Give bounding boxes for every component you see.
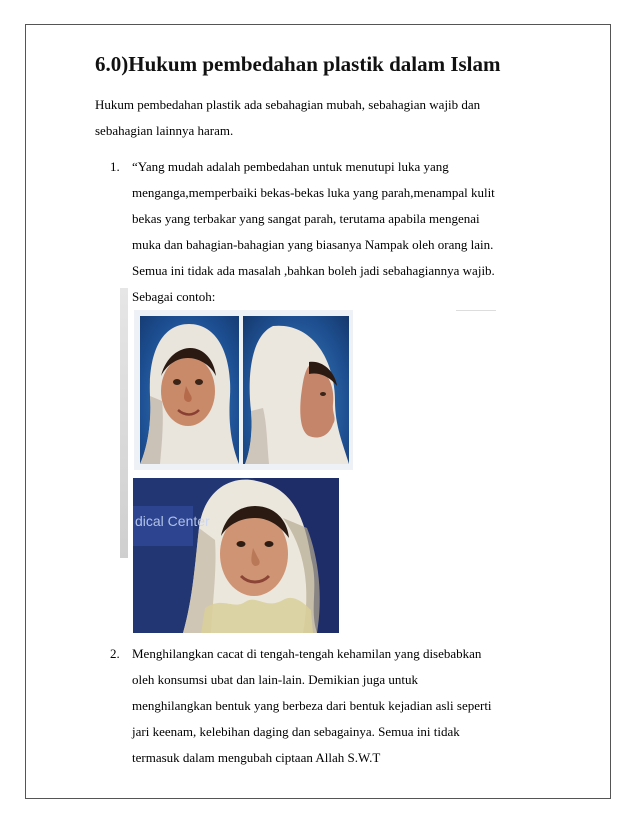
intro-paragraph <box>95 92 545 144</box>
after-photo <box>133 478 339 633</box>
intro-line: sebahagian lainnya haram. <box>95 123 234 138</box>
list-line: oleh konsumsi ubat dan lain-lain. Demikian juga untuk <box>132 672 418 687</box>
list-line: termasuk dalam mengubah ciptaan Allah S.W.T <box>132 750 381 765</box>
list-line: menganga,memperbaiki bekas-bekas luka yang parah,menampal kulit <box>132 185 495 200</box>
list-line: bekas yang terbakar yang sangat parah, terutama apabila mengenai <box>132 211 480 226</box>
list-line: menghilangkan bentuk yang berbeza dari bentuk kejadian asli seperti <box>132 698 492 713</box>
list-line: jari keenam, kelebihan daging dan sebagainya. Semua ini tidak <box>132 724 460 739</box>
list-line: Semua ini tidak ada masalah ,bahkan boleh jadi sebahagiannya wajib. <box>132 263 495 278</box>
banner-text: dical Center <box>135 513 210 529</box>
before-photo-profile <box>243 316 349 464</box>
list-number: 1. <box>110 159 120 174</box>
list-line: “Yang mudah adalah pembedahan untuk menutupi luka yang <box>132 159 449 174</box>
page-title: 6.0)Hukum pembedahan plastik dalam Islam <box>95 52 501 76</box>
intro-line: Hukum pembedahan plastik ada sebahagian mubah, sebahagian wajib dan <box>95 97 481 112</box>
list-item-body <box>132 154 542 310</box>
list-number: 2. <box>110 646 120 661</box>
list-line: Sebagai contoh: <box>132 289 216 304</box>
photo-divider <box>456 310 496 311</box>
list-item-body <box>132 641 542 771</box>
list-line: muka dan bahagian-bahagian yang biasanya Nampak oleh orang lain. <box>132 237 494 252</box>
photo-edge-strip <box>120 288 128 558</box>
before-photo-front <box>140 316 239 464</box>
list-line: Menghilangkan cacat di tengah-tengah kehamilan yang disebabkan <box>132 646 482 661</box>
